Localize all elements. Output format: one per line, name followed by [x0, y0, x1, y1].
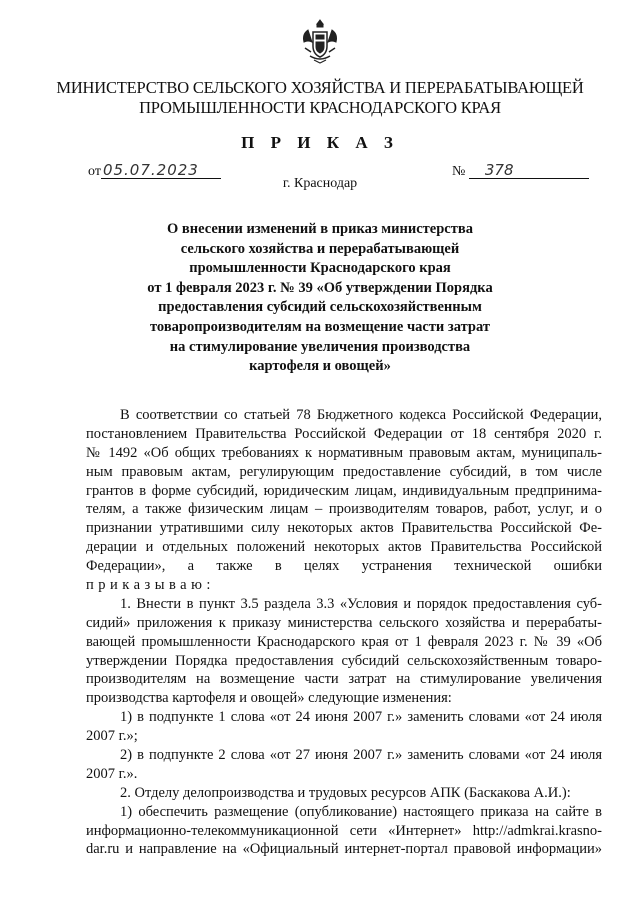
order-title: П Р И К А З	[241, 133, 399, 152]
body-line: 1) обеспечить размещение (опубликование) настоящего приказа на сайте в	[120, 803, 602, 820]
date-value: 05.07.2023	[101, 162, 221, 179]
number-value: 378	[469, 162, 589, 179]
ministry-name	[40, 78, 600, 118]
body-line: В соответствии со статьей 78 Бюджетного кодекса Российской Федерации,	[120, 407, 602, 423]
body-line: вающей промышленности Краснодарского края от 1 февраля 2023 г. № 39 «Об	[86, 633, 602, 650]
body-line: 1) в подпункте 1 слова «от 24 июня 2007 г.» заменить словами «от 24 июля	[120, 709, 602, 726]
number-prefix: №	[452, 164, 466, 179]
ministry-name-line1: МИНИСТЕРСТВО СЕЛЬСКОГО ХОЗЯЙСТВА И ПЕРЕРАБАТЫВАЮЩЕЙ	[56, 78, 584, 97]
heading-line: картофеля и овощей»	[249, 358, 391, 375]
heading-line: на стимулирование увеличения производства	[169, 338, 471, 355]
body-line: признании утратившими силу некоторых актов Правительства Российской Фе-	[86, 520, 602, 537]
body-line: сидий» приложения к приказу министерства сельского хозяйства и перерабаты-	[86, 614, 602, 631]
heading-line: товаропроизводителям на возмещение части затрат	[150, 318, 490, 335]
body-line: Федерации», а также в целях устранения технической ошибки	[86, 558, 602, 575]
coat-of-arms-emblem	[300, 18, 340, 64]
heading-line: от 1 февраля 2023 г. № 39 «Об утверждении Порядка	[147, 279, 493, 296]
body-line: 2. Отделу делопроизводства и трудовых ресурсов АПК (Баскакова А.И.):	[120, 784, 571, 801]
body-line: 1. Внести в пункт 3.5 раздела 3.3 «Условия и порядок предоставления суб-	[120, 595, 602, 612]
body-line: утверждении Порядка предоставления субсидий сельскохозяйственным товаро-	[86, 652, 602, 669]
body-line: производства картофеля и овощей» следующие изменения:	[86, 690, 452, 707]
body-line: 2007 г.»;	[86, 728, 138, 745]
body-line: 2) в подпункте 2 слова «от 27 июня 2007 г.» заменить словами «от 24 июля	[120, 747, 602, 764]
body-line: ным правовым актам, регулирующим предоставление субсидий, в том числе	[86, 463, 602, 480]
order-body	[86, 406, 602, 859]
body-line: dar.ru и направление на «Официальный интернет-портал правовой информации»	[86, 841, 602, 858]
order-heading	[120, 220, 520, 377]
body-line: № 1492 «Об общих требованиях к нормативным правовым актам, муниципаль-	[86, 444, 602, 461]
body-line: информационно-телекоммуникационной сети «Интернет» http://admkrai.krasno-	[86, 822, 602, 839]
body-line: дерации и отдельных положений некоторых актов Правительства Российской	[86, 539, 602, 556]
ministry-name-line2: ПРОМЫШЛЕННОСТИ КРАСНОДАРСКОГО КРАЯ	[139, 98, 501, 117]
heading-line: О внесении изменений в приказ министерства	[167, 221, 473, 237]
city: г. Краснодар	[282, 176, 358, 191]
heading-line: промышленности Краснодарского края	[189, 260, 451, 277]
body-line: постановлением Правительства Российской Федерации от 18 сентября 2020 г.	[86, 425, 602, 442]
body-line: телям, а также физическим лицам – производителям товаров, работ, услуг, и о	[86, 501, 602, 518]
date-prefix: от	[88, 164, 101, 179]
body-line: 2007 г.».	[86, 765, 138, 782]
heading-line: предоставления субсидий сельскохозяйственным	[158, 299, 482, 316]
body-line-order-word: приказываю:	[86, 577, 215, 594]
body-line: грантов в форме субсидий, юридическим лицам, индивидуальным предпринима-	[86, 482, 602, 499]
heading-line: сельского хозяйства и перерабатывающей	[180, 240, 460, 257]
body-line: производителям на возмещение части затрат на стимулирование увеличения	[86, 671, 602, 688]
